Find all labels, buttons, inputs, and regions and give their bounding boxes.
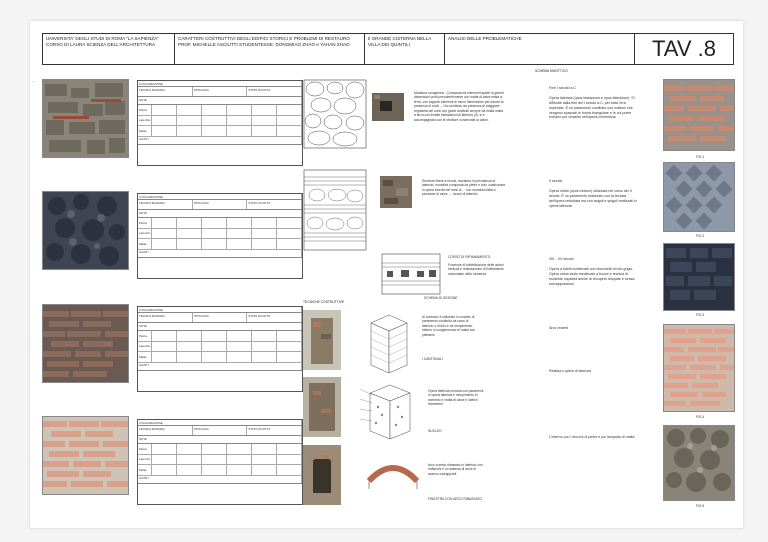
fig-photo-3	[663, 243, 735, 311]
nucleo-label: NUCLEO	[428, 429, 442, 433]
row-label: Pietra	[138, 105, 152, 116]
schema-title: SCHEMA SINOTTICO	[535, 69, 568, 73]
scale-mark: —	[32, 79, 35, 83]
description-6: Arco a sesto ribassato in laterizio con rinfianchi e un sistema di archi di scarico sovrapposti.	[428, 463, 483, 476]
form-grid	[138, 331, 302, 363]
analysis-form-3	[137, 306, 303, 392]
fig-label: FIG.1	[696, 155, 705, 159]
row-label: Pietra	[138, 218, 152, 229]
nucleus-photo	[303, 377, 341, 437]
ripianamento-desc: Funzione di ridistribuzione delle azioni verticali e realizzazione di livellamento orizzontale della muratura.	[448, 263, 504, 276]
site-name: Il GRANDE CISTERNA NELLA VILLA DEI QUINTILI	[368, 36, 432, 48]
masonry-photo-4	[42, 416, 129, 495]
row-label: Laterizio	[138, 455, 152, 466]
form-field-label: TECNICA MURARIA	[138, 313, 193, 322]
row-label: Laterizio	[138, 342, 152, 353]
subject-name: CARATTERI COSTRUTTIVI DEGLI EDIFICI STORICI E PROBLEMI DI RESTAURO	[178, 36, 350, 41]
schema-item-head: XIII - XV secolo	[549, 257, 574, 261]
row-label: Malta	[138, 126, 152, 137]
university-cell	[43, 34, 175, 64]
form-field-label: LOCALIZZAZIONE	[138, 194, 302, 199]
masonry-photo-2	[42, 191, 129, 270]
site-cell	[365, 34, 445, 64]
schema-item-body: Opera mista (opus mixtum) utilizzata nel corso del II secolo. È un paramento realizzato con la tecnica dell'opera reticolata ma con angoli e spigoli realizzati in opera laterizia.	[549, 189, 637, 208]
stone-wall-drawing	[303, 79, 367, 149]
row-label: Malta	[138, 465, 152, 476]
analysis-form-2	[137, 193, 303, 279]
form-grid	[138, 218, 302, 250]
description-1: Muratura omogenea - Composta da elementi lapidei di grandi dimensioni posti prevalentemente con malta di calce mista a terra, con rapporti elementi di minor dimensione per ridurre la presenza di vuoti ... Ha condiviso da presenza di maggiore regolarità dei corsi con giunti costituiti sempre da malta mista a terra con limitati intestazioni di laterizio (il); si è accompagnato con le strutture conservate ai danni.	[414, 91, 504, 122]
row-label: Malta	[138, 239, 152, 250]
form-field-label: TIPOLOGIA	[193, 87, 248, 96]
window-photo	[303, 445, 341, 505]
schema-item-head: Restauro opera di laterizia	[549, 369, 591, 373]
fig-photo-1	[663, 79, 735, 151]
row-label: Pietra	[138, 444, 152, 455]
form-field-label: STATO DI FATTO	[247, 426, 302, 435]
form-field-label: NOTE	[138, 97, 302, 104]
fig-photo-4	[663, 324, 735, 412]
subject-cell	[175, 34, 365, 64]
row-label: Laterizio	[138, 229, 152, 240]
form-grid	[138, 105, 302, 137]
form-field-label: TIPOLOGIA	[193, 200, 248, 209]
form-field-label: STATO DI FATTO	[247, 87, 302, 96]
form-field-label: NOTE	[138, 323, 302, 330]
form-field-label: STATO DI FATTO	[247, 313, 302, 322]
form-grid	[138, 444, 302, 476]
wall-photo-small-1	[372, 93, 404, 121]
pillar-photo	[303, 310, 341, 370]
schema-item-head: L'interno con i blocchi di pietre e poi lampada di malta	[549, 435, 635, 439]
masonry-photo-3	[42, 304, 129, 383]
section-schema-drawing	[381, 253, 441, 295]
analysis-form-4	[137, 419, 303, 505]
description-4: Al contrario è utilizzato il concetto di paramento costituito da conci di laterizio o di tufo e da riempimento interno in conglomerato di malta con pietrame.	[422, 315, 476, 337]
nucleus-axonometry	[360, 381, 420, 443]
schema-item-head: Fine I secolo a.C	[549, 86, 576, 90]
cantonali-axonometry	[363, 311, 415, 377]
form-field-label: GIUNTI	[138, 476, 302, 483]
form-field-label: TECNICA MURARIA	[138, 87, 193, 96]
schema-item-head: II secolo	[549, 179, 563, 183]
schema-item-body: Opera laterizia (opus testaceum e opus latericium). Si diffonde dalla fine del I secolo a.C. per tutta l'era imperiale. È un paramento costituito con mattoni che vengono spaccati in forma triangolare e le cui punte entrano per rinsaldo nell'opera cementizia	[549, 96, 635, 120]
row-label: Laterizio	[138, 116, 152, 127]
finestra-label: FINESTRA CON ARCO RIBASSATO	[428, 497, 483, 501]
ripianamento-title: CORSO DI RIPIANAMENTO	[448, 255, 491, 259]
form-field-label: LOCALIZZAZIONE	[138, 81, 302, 86]
brick-stone-drawing	[303, 169, 367, 251]
form-field-label: NOTE	[138, 436, 302, 443]
form-field-label: NOTE	[138, 210, 302, 217]
description-2: Strutture libere a ricorsi, muratura in prevalenza di laterizio; muratura composta da pietre e tufo; costruzione in opera incerta nei corsi di ... con muratura fatta a pezzame di calce; ... ricorsi di laterizio	[422, 179, 506, 197]
description-5: Opera laterizia muraria con paramenti in opera laterizia e riempimento in cemento e malta di calce e laterizi frammenti.	[428, 389, 484, 407]
analysis-cell	[445, 34, 635, 64]
form-field-label: LOCALIZZAZIONE	[138, 307, 302, 312]
masonry-photo-1	[42, 79, 129, 158]
form-field-label: TECNICA MURARIA	[138, 200, 193, 209]
form-field-label: LOCALIZZAZIONE	[138, 420, 302, 425]
title-block	[42, 33, 734, 65]
fig-photo-2	[663, 162, 735, 232]
form-field-label: STATO DI FATTO	[247, 200, 302, 209]
form-field-label: TIPOLOGIA	[193, 313, 248, 322]
cantonali-label: I CANTONALI	[422, 357, 443, 361]
analysis-form-1	[137, 80, 303, 166]
fig-label: FIG.2	[696, 234, 705, 238]
form-field-label: GIUNTI	[138, 137, 302, 144]
tav-number: TAV .8	[652, 36, 716, 61]
form-field-label: TECNICA MURARIA	[138, 426, 193, 435]
row-label: Pietra	[138, 331, 152, 342]
wall-photo-small-2	[380, 176, 412, 208]
fig-label: FIG.5	[696, 504, 705, 508]
row-label: Malta	[138, 352, 152, 363]
schema-item-head: Arco recenti	[549, 326, 569, 330]
analysis-title: ANALISI DELLE PROBLEMATICHE	[448, 36, 522, 41]
drawing-sheet	[30, 21, 743, 528]
schema-item-body: Opera a tufelli medievale con blocchetti di tufo grigio. Opera mista tardo medievale a bozze e tecnica di modeste capacità anche di recupero dirupate e senza sovrapposizioni	[549, 267, 635, 286]
tecniche-label: TECNICHE COSTRUTTIVE	[303, 300, 345, 304]
teachers: PROF. MICHELLE ASCIUTTI STUDENTESSE: DONGMIAO ZHAO e YAHAN ZHAO	[178, 42, 350, 48]
arch-drawing	[363, 451, 423, 491]
fig-photo-5	[663, 425, 735, 501]
university-name: UNIVERSITA' DEGLI STUDI DI ROMA "LA SAPIENZA"	[46, 36, 159, 41]
form-field-label: GIUNTI	[138, 363, 302, 370]
form-field-label: GIUNTI	[138, 250, 302, 257]
course-name: CORSO DI LAURA SCIENZA DELL'ARCHITETTURA	[46, 42, 156, 48]
form-field-label: TIPOLOGIA	[193, 426, 248, 435]
fig-label: FIG.3	[696, 313, 705, 317]
schema-sezione-label: SCHEMA DI SEZIONE	[424, 296, 458, 300]
fig-label: FIG.4	[696, 415, 705, 419]
